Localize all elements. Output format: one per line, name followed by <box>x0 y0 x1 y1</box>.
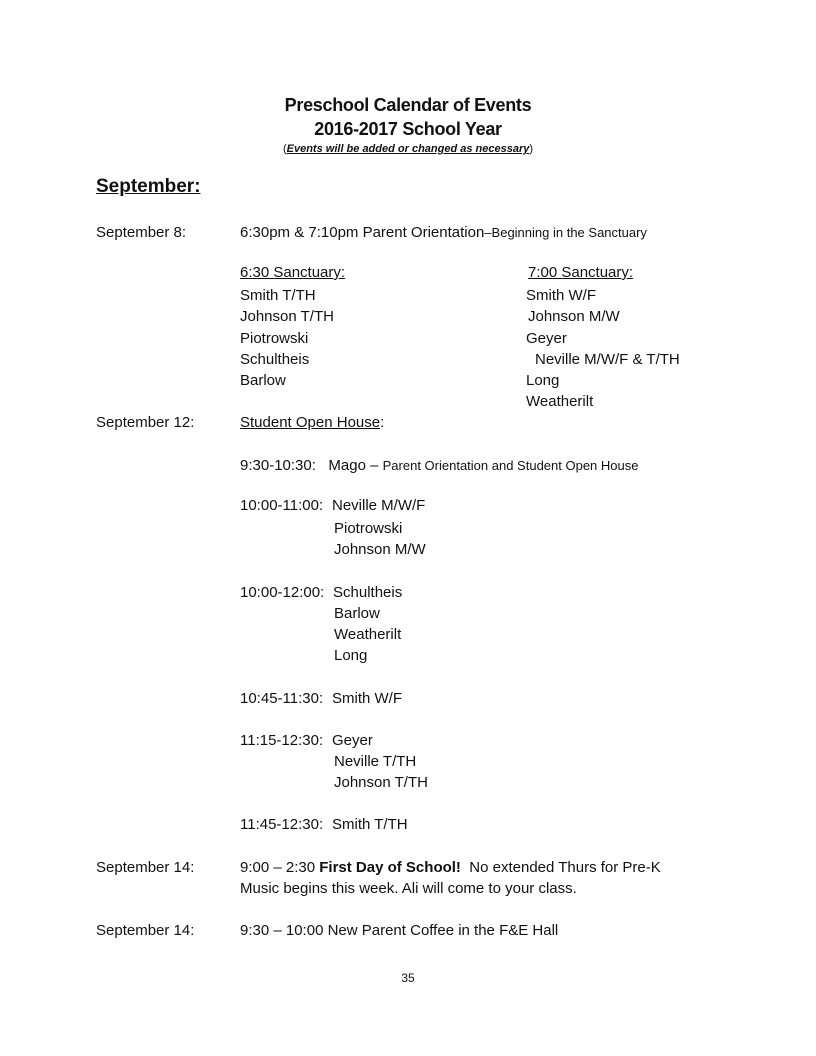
list-item: Long <box>526 372 560 389</box>
list-item: Long <box>334 647 368 664</box>
list-item: Johnson T/TH <box>240 308 334 325</box>
list-item: Neville M/W/F & T/TH <box>535 351 680 368</box>
header-note-text: Events will be added or changed as necessary <box>286 143 530 155</box>
time-slot: 11:15-12:30: <box>240 732 324 749</box>
list-item: Smith W/F <box>332 690 402 707</box>
list-item: Neville T/TH <box>334 753 417 770</box>
event-date: September 8: <box>96 224 187 241</box>
list-item: Geyer <box>526 330 567 347</box>
month-heading: September: <box>96 176 201 197</box>
list-item: Johnson T/TH <box>334 774 428 791</box>
list-item: Geyer <box>332 732 373 749</box>
time-slot: 11:45-12:30: <box>240 816 324 833</box>
page-title: Preschool Calendar of Events <box>284 95 532 115</box>
event-date: September 12: <box>96 414 195 431</box>
list-item: Schultheis <box>240 351 310 368</box>
list-item: Smith W/F <box>526 287 596 304</box>
music-note: Music begins this week. Ali will come to your class. <box>240 880 577 897</box>
time-slot: 10:00-11:00: <box>240 497 324 514</box>
event-date: September 14: <box>96 922 195 939</box>
sanctuary-630-heading: 6:30 Sanctuary: <box>240 264 346 281</box>
list-item: Smith T/TH <box>240 287 316 304</box>
time-slot: 10:00-12:00: <box>240 584 325 601</box>
list-item: Barlow <box>240 372 286 389</box>
page-number: 35 <box>401 971 415 985</box>
list-item: Neville M/W/F <box>332 497 426 514</box>
list-item: Johnson M/W <box>334 541 426 558</box>
list-item: Smith T/TH <box>332 816 408 833</box>
time-slot: 10:45-11:30: <box>240 690 324 707</box>
event-description: 9:30 – 10:00 New Parent Coffee in the F&E Hall <box>240 922 559 939</box>
list-item: Barlow <box>334 605 380 622</box>
first-day-highlight: First Day of School! <box>319 859 461 876</box>
event-description: 6:30pm & 7:10pm Parent Orientation–Beginning in the Sanctuary <box>240 224 647 241</box>
event-date: September 14: <box>96 859 195 876</box>
page-subtitle: 2016-2017 School Year <box>314 119 502 139</box>
list-item: Johnson M/W <box>528 308 620 325</box>
mago-orientation: 9:30-10:30: Mago – Parent Orientation and Student Open House <box>240 457 639 474</box>
list-item: Piotrowski <box>334 520 403 537</box>
header-note: (Events will be added or changed as necessary) <box>282 143 534 155</box>
list-item: Weatherilt <box>526 393 594 410</box>
sanctuary-700-heading: 7:00 Sanctuary: <box>528 264 634 281</box>
list-item: Schultheis <box>333 584 403 601</box>
list-item: Piotrowski <box>240 330 309 347</box>
list-item: Weatherilt <box>334 626 402 643</box>
first-day-event: 9:00 – 2:30 First Day of School! No extended Thurs for Pre-K <box>240 859 661 876</box>
open-house-heading: Student Open House: <box>240 414 385 431</box>
